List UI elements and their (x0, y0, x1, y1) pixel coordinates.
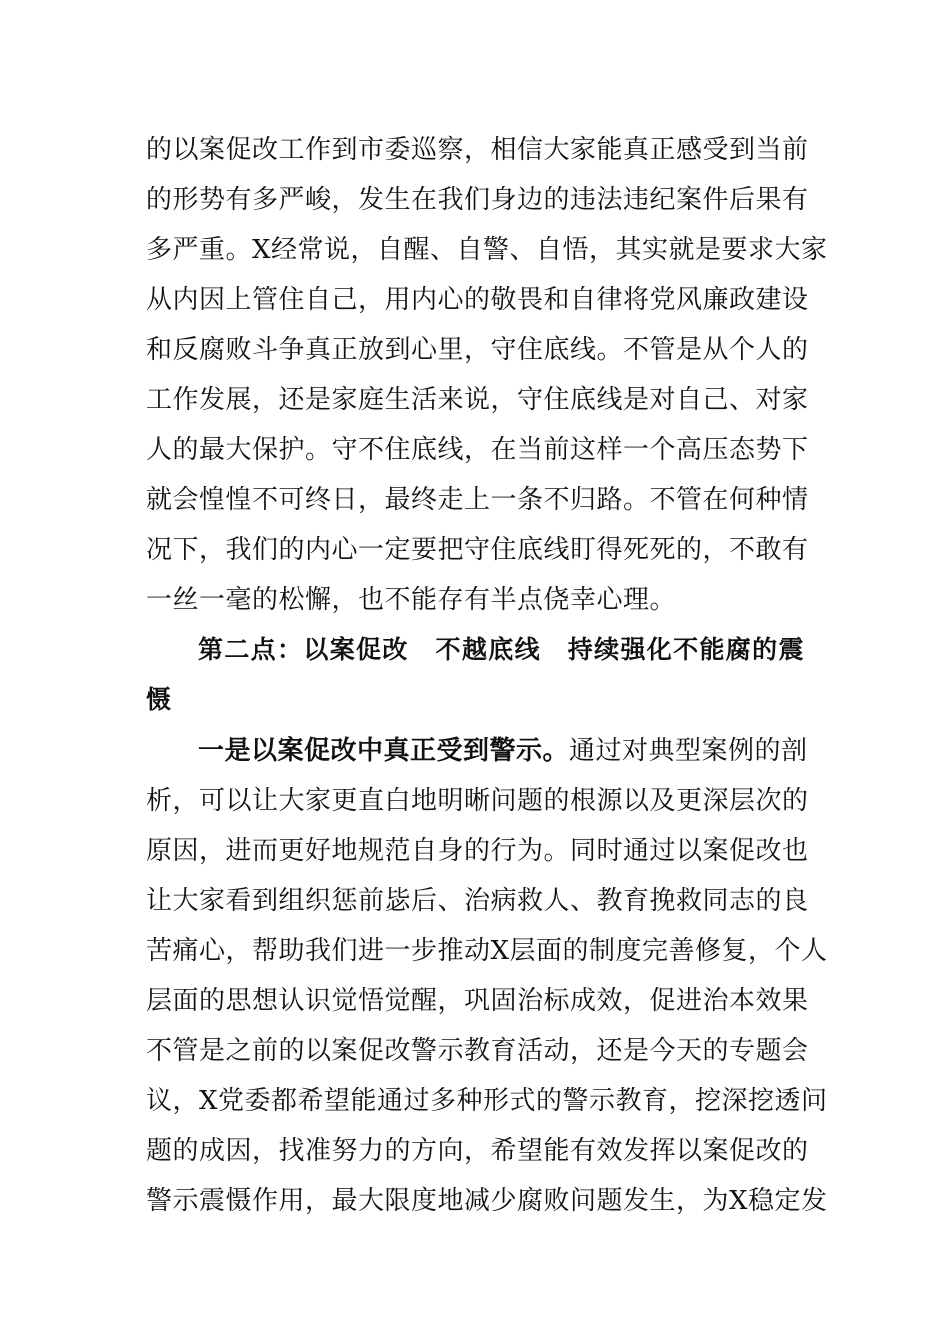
paragraph-line: 就会惶惶不可终日，最终走上一条不归路。不管在何种情 (146, 485, 809, 515)
paragraph-line: 议，X党委都希望能通过多种形式的警示教育，挖深挖透问 (146, 1086, 828, 1116)
paragraph-line: 的形势有多严峻，发生在我们身边的违法违纪案件后果有 (146, 185, 809, 215)
paragraph-line: 层面的思想认识觉悟觉醒，巩固治标成效，促进治本效果 (146, 986, 809, 1016)
paragraph-line: 况下，我们的内心一定要把守住底线盯得死死的，不敢有 (146, 535, 809, 565)
paragraph-line: 和反腐败斗争真正放到心里，守住底线。不管是从个人的 (146, 335, 809, 365)
paragraph-line: 析，可以让大家更直白地明晰问题的根源以及更深层次的 (146, 786, 809, 816)
paragraph-line: 让大家看到组织惩前毖后、治病救人、教育挽救同志的良 (146, 886, 809, 916)
paragraph-line: 不管是之前的以案促改警示教育活动，还是今天的专题会 (146, 1036, 809, 1066)
paragraph-line: 题的成因，找准努力的方向，希望能有效发挥以案促改的 (146, 1136, 809, 1166)
heading-line (198, 633, 804, 667)
paragraph-first-line (198, 734, 808, 768)
heading-part-1: 第二点：以案促改 (198, 635, 409, 664)
paragraph-line: 从内因上管住自己，用内心的敬畏和自律将党风廉政建设 (146, 285, 809, 315)
paragraph-line: 多严重。X经常说，自醒、自警、自悟，其实就是要求大家 (146, 235, 828, 265)
heading-part-3: 持续强化不能腐的震 (566, 635, 804, 664)
paragraph-line: 苦痛心，帮助我们进一步推动X层面的制度完善修复，个人 (146, 936, 828, 966)
paragraph-line: 一丝一毫的松懈，也不能存有半点侥幸心理。 (146, 585, 677, 615)
paragraph-lead: 一是以案促改中真正受到警示。 (198, 736, 570, 766)
heading-line-2: 慑 (146, 685, 172, 714)
paragraph-line: 原因，进而更好地规范自身的行为。同时通过以案促改也 (146, 836, 809, 866)
paragraph-line: 的以案促改工作到市委巡察，相信大家能真正感受到当前 (146, 135, 809, 165)
paragraph-line: 警示震慑作用，最大限度地减少腐败问题发生，为X稳定发 (146, 1186, 828, 1216)
paragraph-first-rest: 通过对典型案例的剖 (569, 736, 808, 766)
heading-part-2: 不越底线 (434, 635, 541, 664)
paragraph-line: 工作发展，还是家庭生活来说，守住底线是对自己、对家 (146, 385, 809, 415)
paragraph-line: 人的最大保护。守不住底线，在当前这样一个高压态势下 (146, 435, 809, 465)
